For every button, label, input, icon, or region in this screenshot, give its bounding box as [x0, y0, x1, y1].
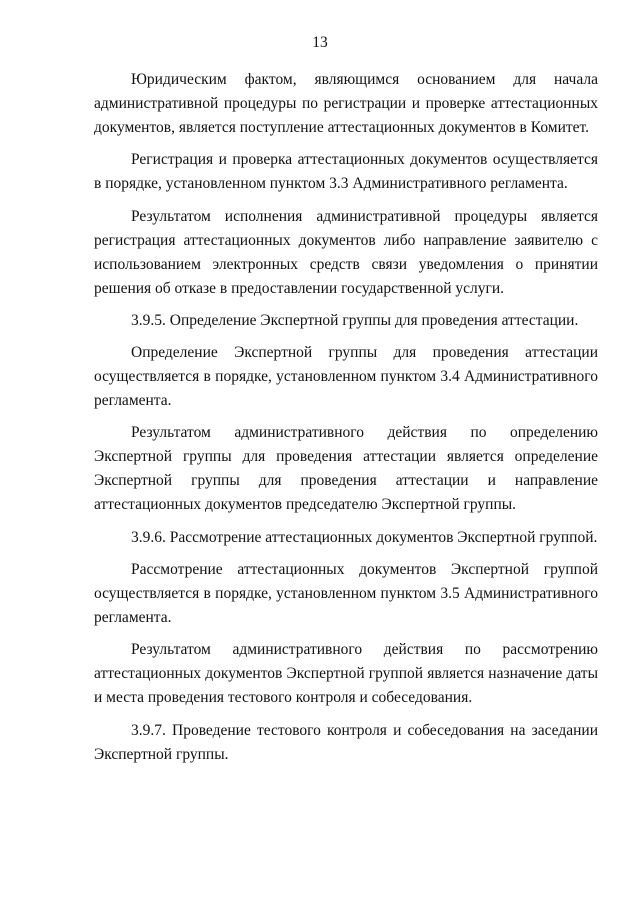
document-body: [94, 68, 598, 775]
paragraph-expert-group-result: Результатом административного действия по определению Экспертной группы для проведения аттестации является определение Экспертной группы для проведения аттестации и направление аттестационных документов председателю Экспертной группы.: [94, 424, 598, 514]
paragraph-review-order: Рассмотрение аттестационных документов Экспертной группой осуществляется в порядке, установленном пунктом 3.5 Административного регламента.: [94, 561, 598, 627]
paragraph-registration-order: Регистрация и проверка аттестационных документов осуществляется в порядке, установленном пунктом 3.3 Административного регламента.: [94, 151, 598, 193]
page-number: 13: [312, 34, 328, 51]
section-heading-3-9-5: 3.9.5. Определение Экспертной группы для проведения аттестации.: [131, 311, 579, 329]
paragraph-procedure-result: Результатом исполнения административной процедуры является регистрация аттестационных документов либо направление заявителю с использованием электронных средств связи уведомления о принятии решения об отказе в предоставлении государственной услуги.: [94, 207, 598, 297]
section-heading-3-9-6: 3.9.6. Рассмотрение аттестационных документов Экспертной группой.: [131, 528, 598, 546]
paragraph-review-result: Результатом административного действия по рассмотрению аттестационных документов Экспертной группой является назначение даты и места проведения тестового контроля и собеседования.: [94, 641, 598, 707]
section-heading-3-9-7: 3.9.7. Проведение тестового контроля и собеседования на заседании Экспертной группы.: [94, 721, 598, 763]
paragraph-expert-group-order: Определение Экспертной группы для проведения аттестации осуществляется в порядке, установленном пунктом 3.4 Административного регламента.: [94, 344, 598, 410]
paragraph-legal-fact: Юридическим фактом, являющимся основанием для начала административной процедуры по регистрации и проверке аттестационных документов, является поступление аттестационных документов в Комитет.: [94, 71, 598, 136]
